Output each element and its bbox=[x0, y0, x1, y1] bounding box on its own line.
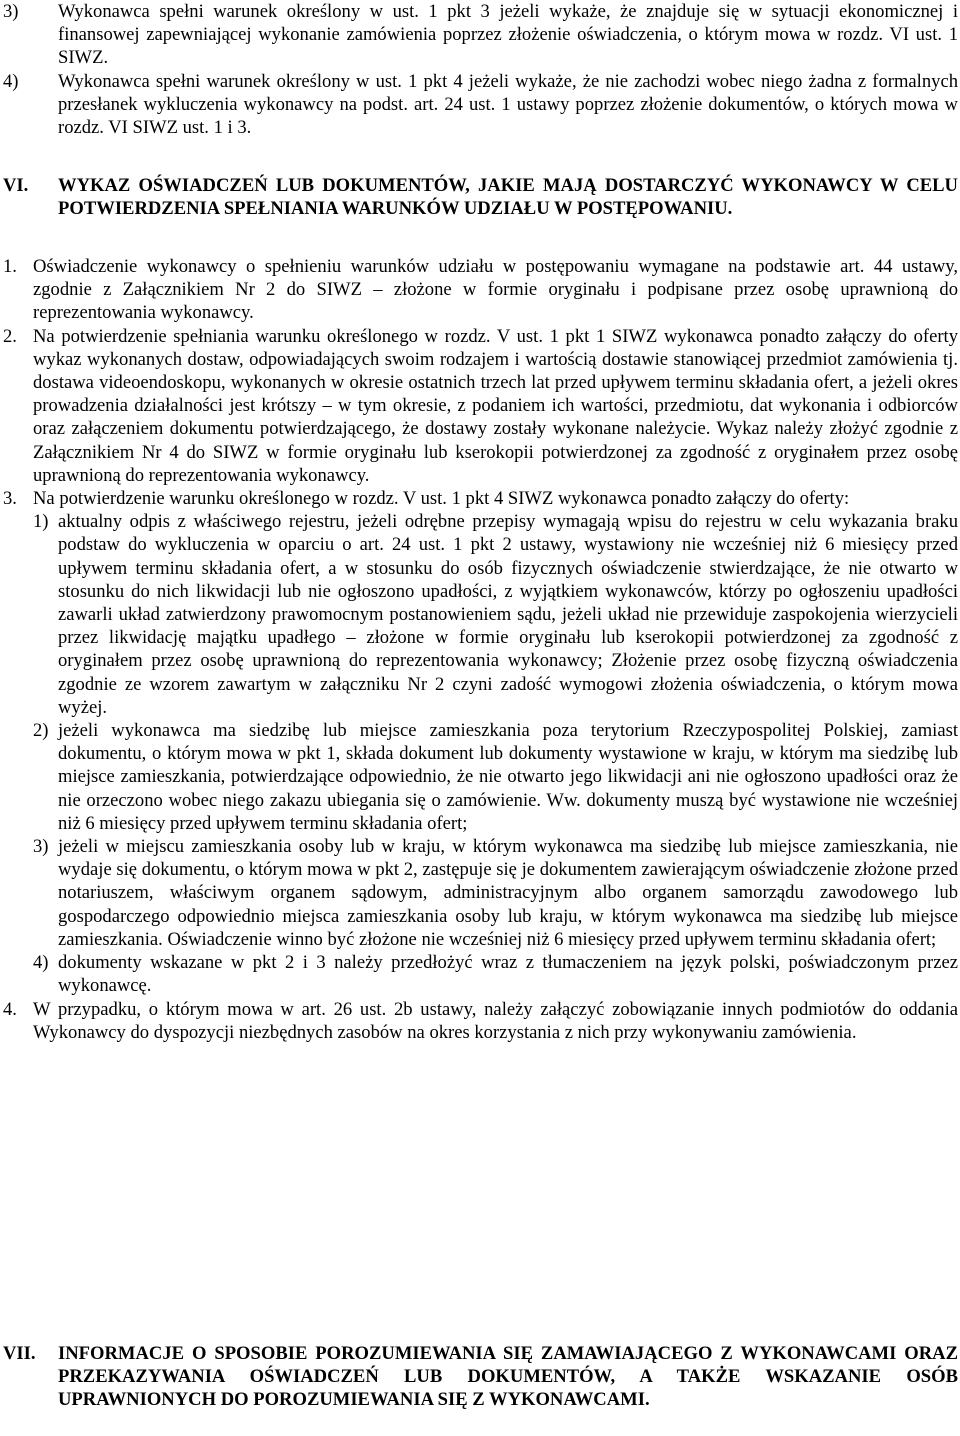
top-items bbox=[3, 0, 958, 139]
section-number: VI. bbox=[3, 175, 29, 196]
item-text: Oświadczenie wykonawcy o spełnieniu warunków udziału w postępowaniu wymagane na podstawie art. 44 ustawy, zgodnie z Załącznikiem Nr 2 do SIWZ – złożone w formie oryginału i podpisane przez osobę uprawnioną do reprezentowania wykonawcy. bbox=[33, 256, 958, 324]
item-number: 2. bbox=[3, 325, 17, 347]
item-number: 4. bbox=[3, 998, 17, 1020]
section-title: WYKAZ OŚWIADCZEŃ LUB DOKUMENTÓW, JAKIE MAJĄ DOSTARCZYĆ WYKONAWCY W CELU POTWIERDZENIA SPEŁNIANIA WARUNKÓW UDZIAŁU W POSTĘPOWANIU. bbox=[58, 175, 958, 220]
item-text: Na potwierdzenie warunku określonego w rozdz. V ust. 1 pkt 4 SIWZ wykonawca ponadto załączy do oferty: bbox=[33, 488, 850, 510]
item-number: 4) bbox=[33, 952, 49, 974]
item-text: jeżeli w miejscu zamieszkania osoby lub w kraju, w którym wykonawca ma siedzibę lub miejsce zamieszkania, nie wydaje się dokumentu, o którym mowa w pkt 2, zastępuje się je dokumentem zawierającym oświadczenie złożone przed notariuszem, właściwym organem sądowym, administracyjnym albo organem samorządu zawodowego lub gospodarczego odpowiednio miejsca zamieszkania osoby lub kraju, w którym wykonawca ma siedzibę lub miejsce zamieszkania. Oświadczenie winno być złożone nie wcześniej niż 6 miesięcy przed upływem terminu składania ofert; bbox=[58, 836, 958, 950]
section-vii-heading bbox=[3, 1342, 958, 1412]
list-item bbox=[3, 70, 958, 140]
section-number: VII. bbox=[3, 1343, 36, 1364]
numbered-list bbox=[3, 255, 958, 1044]
item-number: 4) bbox=[3, 70, 19, 92]
list-item bbox=[33, 510, 958, 719]
item-text: jeżeli wykonawca ma siedzibę lub miejsce zamieszkania poza terytorium Rzeczypospolitej Polskiej, zamiast dokumentu, o którym mowa w pkt 1, składa dokument lub dokumenty wystawione w kraju, w którym ma siedzibę lub miejsce zamieszkania, potwierdzające odpowiednio, że nie otwarto jego likwidacji ani nie ogłoszono upadłości oraz że nie orzeczono wobec niego zakazu ubiegania się o zamówienie. Ww. dokumenty muszą być wystawione nie wcześniej niż 6 miesięcy przed upływem terminu składania ofert; bbox=[58, 720, 958, 834]
list-item bbox=[33, 719, 958, 835]
list-item bbox=[3, 998, 958, 1044]
item-text: Na potwierdzenie spełniania warunku określonego w rozdz. V ust. 1 pkt 1 SIWZ wykonawca ponadto załączy do oferty wykaz wykonanych dostaw, odpowiadających swoim rodzajem i wartością dostawie stanowiącej przedmiot zamówienia tj. dostawa videoendoskopu, wykonanych w okresie ostatnich trzech lat przed upływem terminu składania ofert, a jeżeli okres prowadzenia działalności jest krótszy – w tym okresie, z podaniem ich wartości, przedmiotu, dat wykonania i odbiorców oraz załączeniem dokumentu potwierdzającego, że dostawy zostały wykonane należycie. Wykaz należy złożyć zgodnie z Załącznikiem Nr 4 do SIWZ w formie oryginału lub kserokopii potwierdzonej za zgodność z oryginałem przez osobę uprawnioną do reprezentowania wykonawcy. bbox=[33, 325, 958, 486]
item-number: 3) bbox=[3, 1, 19, 22]
list-item bbox=[3, 0, 958, 70]
item-text: W przypadku, o którym mowa w art. 26 ust. 2b ustawy, należy załączyć zobowiązanie innych podmiotów do oddania Wykonawcy do dyspozycji niezbędnych zasobów na okres korzystania z nich przy wykonywaniu zamówienia. bbox=[33, 998, 958, 1043]
item-number: 1. bbox=[3, 256, 17, 277]
item-text: Wykonawca spełni warunek określony w ust. 1 pkt 4 jeżeli wykaże, że nie zachodzi wobec niego żadna z formalnych przesłanek wykluczenia wykonawcy na podst. art. 24 ust. 1 ustawy poprzez złożenie dokumentów, o których mowa w rozdz. VI SIWZ ust. 1 i 3. bbox=[58, 70, 958, 139]
list-item bbox=[3, 325, 958, 487]
sub-list bbox=[3, 510, 958, 997]
item-text: aktualny odpis z właściwego rejestru, jeżeli odrębne przepisy wymagają wpisu do rejestru w celu wykazania braku podstaw do wykluczenia w oparciu o art. 24 ust. 1 pkt 2 ustawy, wystawiony nie wcześniej niż 6 miesięcy przed upływem terminu składania ofert, a w stosunku do osób fizycznych oświadczenie stwierdzające, że nie otwarto w stosunku do nich likwidacji lub nie ogłoszono upadłości, z wyjątkiem wykonawców, którzy po ogłoszeniu upadłości zawarli układ zatwierdzony prawomocnym postanowieniem sądu, jeżeli układ nie przewiduje zaspokojenia wierzycieli przez likwidację majątku upadłego – złożone w formie oryginału lub kserokopii potwierdzonej za zgodność z oryginałem przez osobę uprawnioną do reprezentowania wykonawcy; Złożenie przez osobę fizyczną oświadczenia zgodnie ze wzorem zawartym w załączniku Nr 2 czyni zadość wymogowi złożenia oświadczenia, o którym mowa wyżej. bbox=[58, 511, 958, 718]
item-text: dokumenty wskazane w pkt 2 i 3 należy przedłożyć wraz z tłumaczeniem na język polski, poświadczonym przez wykonawcę. bbox=[58, 952, 958, 997]
item-number: 3) bbox=[33, 836, 49, 858]
section-vi-heading bbox=[3, 174, 958, 220]
item-number: 2) bbox=[33, 720, 49, 742]
item-number: 1) bbox=[33, 511, 49, 533]
list-item bbox=[33, 951, 958, 997]
list-item bbox=[3, 487, 958, 510]
list-item bbox=[33, 835, 958, 951]
section-title: INFORMACJE O SPOSOBIE POROZUMIEWANIA SIĘ ZAMAWIAJĄCEGO Z WYKONAWCAMI ORAZ PRZEKAZYWANIA OŚWIADCZEŃ LUB DOKUMENTÓW, A TAKŻE WSKAZANIE OSÓB UPRAWNIONYCH DO POROZUMIEWANIA SIĘ Z WYKONAWCAMI. bbox=[58, 1343, 958, 1411]
item-text: Wykonawca spełni warunek określony w ust. 1 pkt 3 jeżeli wykaże, że znajduje się w sytuacji ekonomicznej i finansowej zapewniającej wykonanie zamówienia poprzez złożenie oświadczenia, o którym mowa w rozdz. VI ust. 1 SIWZ. bbox=[58, 1, 958, 69]
item-number: 3. bbox=[3, 488, 17, 510]
list-item bbox=[3, 255, 958, 325]
